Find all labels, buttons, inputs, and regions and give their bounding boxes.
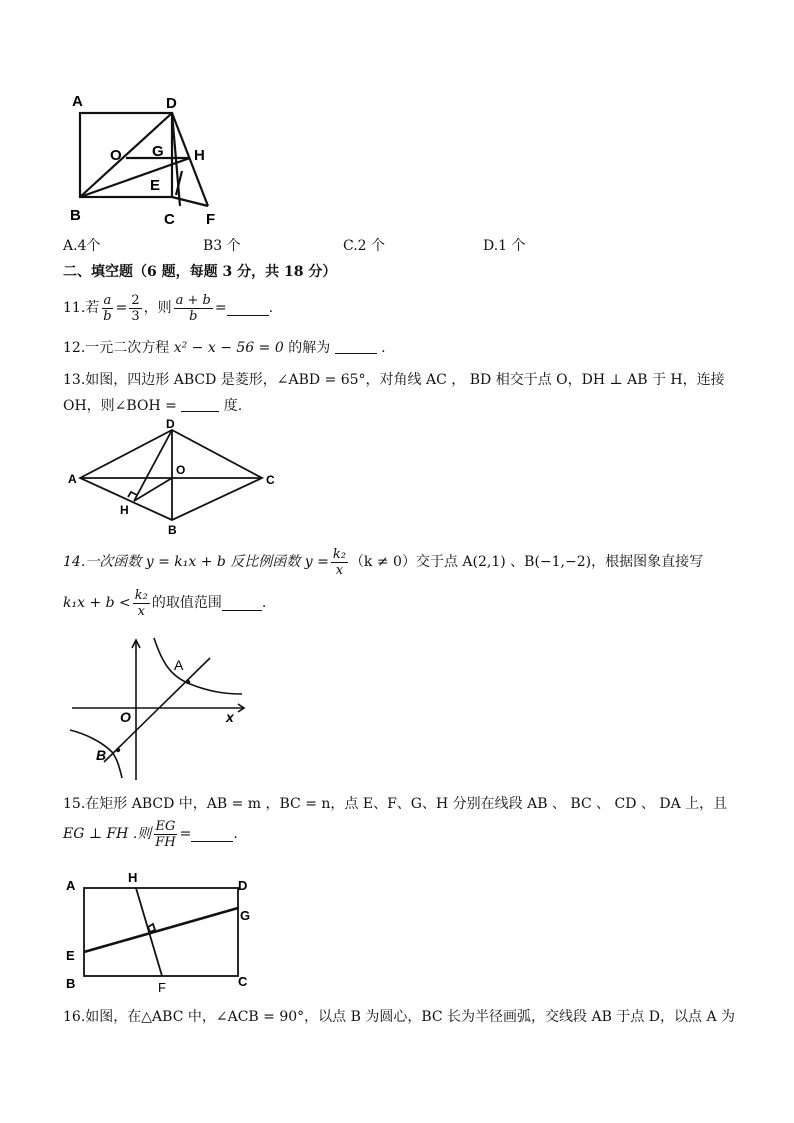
q14-frac-k2-x-2 bbox=[133, 588, 150, 619]
q15-label-a: A bbox=[66, 878, 76, 893]
q10-option-b: B3 个 bbox=[203, 238, 241, 254]
q14-answer-blank[interactable] bbox=[222, 596, 262, 611]
q16-line1: 16.如图，在△ABC 中，∠ACB = 90°，以点 B 为圆心，BC 长为半径画弧，交线段 AB 于点 D，以点 A 为 bbox=[63, 1009, 736, 1025]
q15-label-h: H bbox=[128, 870, 138, 885]
q11-frac3-den: b bbox=[189, 308, 198, 324]
q15-label-b: B bbox=[66, 976, 76, 991]
q11-mid: ，则 bbox=[143, 300, 172, 316]
q13-line2 bbox=[63, 397, 242, 415]
q10-label-h: H bbox=[194, 147, 205, 164]
q13-rhombus bbox=[80, 430, 262, 520]
q10-label-b: B bbox=[70, 207, 81, 224]
q10-label-a: A bbox=[72, 93, 83, 110]
q14-line1-b: （k ≠ 0）交于点 A(2,1) 、B(−1,−2)，根据图象直接写 bbox=[349, 554, 704, 570]
q14-frac2-num: k₂ bbox=[134, 587, 148, 603]
q14-frac-k2-x bbox=[331, 547, 348, 578]
q14-line1-a: 14.一次函数 y = k₁x + b 反比例函数 y = bbox=[63, 554, 329, 570]
q10-option-c: C.2 个 bbox=[343, 238, 386, 254]
q15-label-c: C bbox=[238, 974, 248, 989]
q14-frac2-den: x bbox=[137, 603, 145, 619]
q11-eq1: = bbox=[115, 300, 128, 316]
q15-label-g: G bbox=[240, 908, 251, 923]
q12-end: . bbox=[381, 340, 386, 356]
q13-answer-blank[interactable] bbox=[181, 397, 219, 412]
q13-line2-after: 度. bbox=[223, 398, 243, 414]
q10-option-d: D.1 个 bbox=[483, 238, 526, 254]
question-12 bbox=[63, 339, 386, 357]
q13-label-b: B bbox=[168, 523, 177, 537]
q14-hyperbola-upper bbox=[154, 638, 242, 694]
q15-frac-eg-fh bbox=[153, 819, 177, 850]
q11-end: . bbox=[268, 300, 274, 316]
q13-label-o: O bbox=[176, 463, 186, 477]
q14-figure bbox=[66, 630, 256, 782]
q15-line1: 15.在矩形 ABCD 中，AB = m ，BC = n，点 E、F、G、H 分别在线段 AB 、 BC 、 CD 、 DA 上，且 bbox=[63, 796, 728, 812]
q14-point-b bbox=[116, 748, 120, 752]
q14-line2 bbox=[63, 586, 266, 620]
q11-frac2-den: 3 bbox=[131, 308, 140, 324]
q11-answer-blank[interactable] bbox=[227, 301, 269, 316]
q14-frac1-den: x bbox=[335, 562, 344, 578]
q11-frac-ab-b bbox=[174, 293, 213, 324]
q11-frac3-num: a + b bbox=[175, 292, 211, 308]
q15-line2 bbox=[63, 816, 238, 852]
q15-frac-num: EG bbox=[155, 818, 176, 834]
q12-text-before: 12.一元二次方程 bbox=[63, 340, 170, 356]
q14-frac1-num: k₂ bbox=[332, 546, 346, 562]
q10-label-d: D bbox=[166, 95, 177, 112]
q15-rectangle bbox=[84, 888, 238, 976]
q14-line1 bbox=[63, 545, 703, 579]
q14-label-o: O bbox=[120, 709, 131, 725]
q15-label-e: E bbox=[66, 948, 75, 963]
question-11 bbox=[63, 290, 273, 326]
q11-eq2: = bbox=[214, 300, 227, 316]
q10-label-g: G bbox=[152, 143, 164, 160]
q11-frac2-num: 2 bbox=[131, 292, 140, 308]
q12-answer-blank[interactable] bbox=[335, 339, 377, 354]
q15-label-f: F bbox=[158, 980, 166, 995]
section-heading-fill-in: 二、填空题（6 题，每题 3 分，共 18 分） bbox=[63, 264, 337, 280]
q10-label-f: F bbox=[206, 211, 216, 228]
q14-point-a bbox=[186, 680, 190, 684]
q14-end: . bbox=[261, 595, 267, 611]
q13-line1: 13.如图，四边形 ABCD 是菱形，∠ABD = 65°，对角线 AC ， BD 相交于点 O，DH ⊥ AB 于 H，连接 bbox=[63, 372, 725, 388]
q15-answer-blank[interactable] bbox=[191, 827, 233, 842]
q13-figure bbox=[62, 414, 292, 540]
q14-label-x: x bbox=[226, 709, 234, 725]
q11-frac-2-3 bbox=[129, 293, 141, 324]
q11-number: 11.若 bbox=[63, 300, 100, 316]
q15-line2-a: EG ⊥ FH .则 bbox=[63, 826, 152, 842]
q11-frac1-den: b bbox=[103, 308, 112, 324]
q13-label-d: D bbox=[166, 417, 175, 431]
q14-line2-b: 的取值范围 bbox=[151, 595, 222, 611]
q15-label-d: D bbox=[238, 878, 248, 893]
q14-label-a: A bbox=[174, 657, 184, 673]
q14-label-b: B bbox=[96, 747, 107, 763]
q10-option-a: A.4个 bbox=[63, 238, 101, 254]
q10-line-bh bbox=[80, 158, 190, 197]
q10-label-e: E bbox=[150, 177, 161, 194]
q14-line2-a: k₁x + b < bbox=[63, 595, 131, 611]
q11-frac1-num: a bbox=[103, 292, 112, 308]
q10-label-c: C bbox=[164, 211, 175, 228]
q12-equation: x² − x − 56 = 0 bbox=[173, 340, 284, 356]
q15-frac-den: FH bbox=[155, 834, 176, 850]
q10-figure bbox=[62, 86, 232, 232]
q13-label-a: A bbox=[68, 472, 77, 486]
q12-text-after: 的解为 bbox=[288, 340, 331, 356]
q15-figure bbox=[62, 868, 262, 996]
q15-right-angle bbox=[148, 924, 155, 932]
q15-line-eg bbox=[84, 908, 238, 952]
q13-line2-before: OH，则∠BOH = bbox=[63, 398, 177, 414]
q15-end: . bbox=[233, 826, 238, 842]
q13-label-h: H bbox=[120, 503, 129, 517]
q10-label-o: O bbox=[110, 147, 122, 164]
q11-frac-a-b bbox=[101, 293, 113, 324]
q13-label-c: C bbox=[266, 473, 275, 487]
q15-eq: = bbox=[179, 826, 192, 842]
